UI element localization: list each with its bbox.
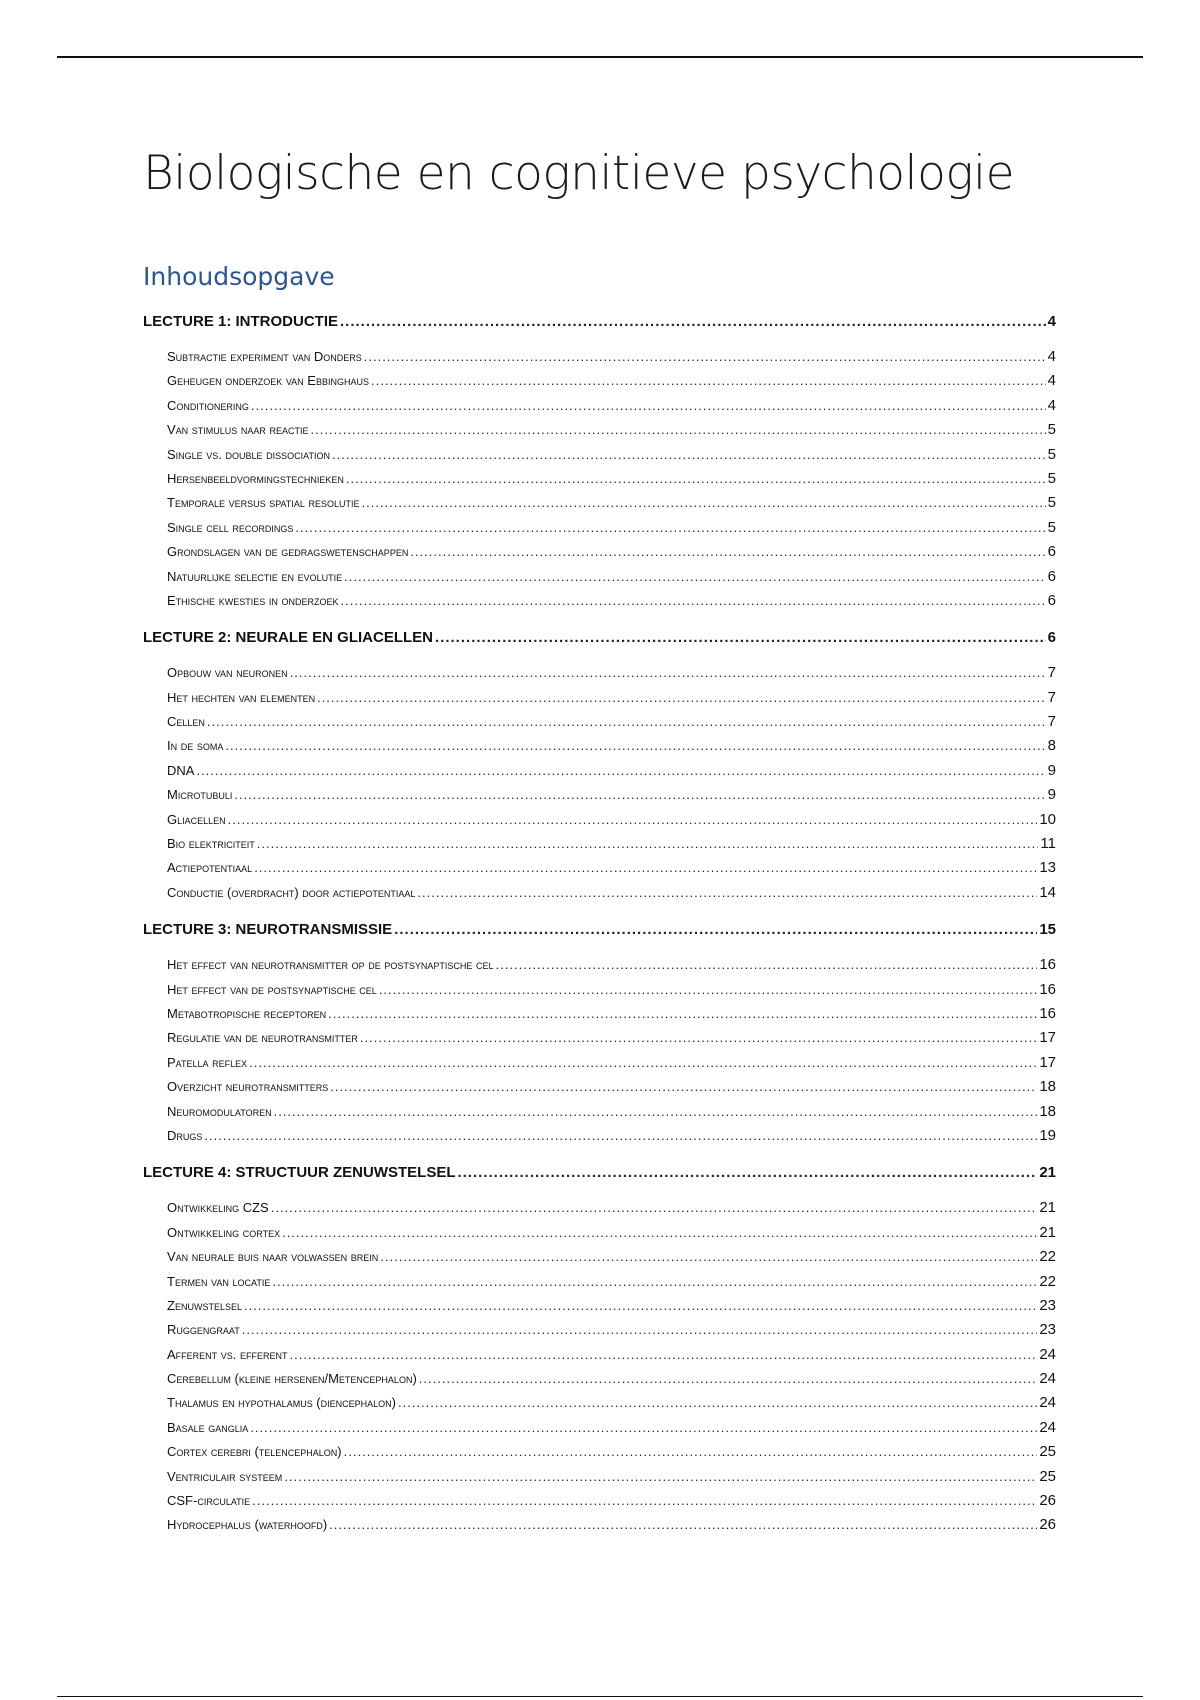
toc-entry-title: Drugs bbox=[167, 1127, 203, 1143]
toc-page-number: 22 bbox=[1039, 1272, 1056, 1290]
toc-leader-dots bbox=[234, 787, 1045, 802]
toc-entry-title: Subtractie experiment van Donders bbox=[167, 349, 362, 364]
toc-entry-title: Single cell recordings bbox=[167, 519, 294, 535]
toc-page-number: 16 bbox=[1039, 980, 1056, 998]
toc-leader-dots bbox=[380, 1249, 1037, 1264]
toc-page-number: 11 bbox=[1040, 835, 1056, 853]
toc-entry[interactable] bbox=[167, 762, 1056, 786]
toc-entry-title: Zenuwstelsel bbox=[167, 1297, 242, 1313]
toc-page-number: 19 bbox=[1039, 1126, 1056, 1144]
toc-lecture-entry[interactable] bbox=[143, 313, 1056, 339]
toc-entry[interactable] bbox=[167, 397, 1056, 421]
toc-page-number: 14 bbox=[1039, 883, 1056, 901]
toc-entry-title: Geheugen onderzoek van Ebbinghaus bbox=[167, 373, 369, 389]
toc-entry[interactable] bbox=[167, 1199, 1056, 1223]
toc-heading: Inhoudsopgave bbox=[143, 262, 335, 291]
toc-page-number: 4 bbox=[1047, 396, 1056, 414]
toc-entry-title: Termen van locatie bbox=[167, 1273, 271, 1289]
header-rule bbox=[57, 56, 1143, 58]
toc-entry[interactable] bbox=[167, 1370, 1056, 1394]
toc-leader-dots bbox=[419, 1371, 1038, 1386]
toc-entry-title: Microtubuli bbox=[167, 787, 233, 803]
toc-leader-dots bbox=[244, 1298, 1037, 1313]
toc-leader-dots bbox=[252, 1493, 1037, 1508]
toc-entry-title: Metabotropische receptoren bbox=[167, 1005, 327, 1021]
toc-leader-dots bbox=[207, 714, 1046, 729]
toc-entry-title: Conductie (overdracht) door actiepotentiaal bbox=[167, 884, 416, 900]
toc-entry-title: Van stimulus naar reactie bbox=[167, 422, 309, 438]
toc-entry-title: Ontwikkeling CZS bbox=[167, 1200, 269, 1216]
toc-entry-title: Conditionering bbox=[167, 397, 249, 413]
toc-entry[interactable] bbox=[167, 1419, 1056, 1443]
toc-entry-title: Ethische kwesties in onderzoek bbox=[167, 592, 339, 608]
toc-entry[interactable] bbox=[167, 568, 1056, 592]
toc-entry-title: CSF-circulatie bbox=[167, 1493, 251, 1509]
toc-entry-title: Cortex cerebri (telencephalon) bbox=[167, 1444, 342, 1460]
toc-page-number: 6 bbox=[1047, 591, 1056, 609]
toc-entry-title: Actiepotentiaal bbox=[167, 860, 253, 876]
toc-entry[interactable] bbox=[167, 1516, 1056, 1540]
toc-leader-dots bbox=[257, 836, 1039, 851]
toc-entry-title: Ventriculair systeem bbox=[167, 1468, 283, 1484]
toc-leader-dots bbox=[394, 921, 1037, 938]
toc-leader-dots bbox=[410, 544, 1045, 559]
toc-page-number: 5 bbox=[1047, 445, 1056, 463]
toc-leader-dots bbox=[496, 957, 1038, 972]
toc-leader-dots bbox=[284, 1469, 1037, 1484]
toc-entry[interactable] bbox=[167, 1394, 1056, 1418]
toc-leader-dots bbox=[311, 422, 1046, 437]
toc-entry[interactable] bbox=[167, 1468, 1056, 1492]
toc-entry-title: Afferent vs. efferent bbox=[167, 1346, 288, 1362]
toc-page-number: 7 bbox=[1047, 664, 1056, 682]
toc-entry[interactable] bbox=[167, 543, 1056, 567]
toc-page-number: 5 bbox=[1047, 469, 1056, 487]
toc-section bbox=[143, 313, 1056, 629]
toc-entry-title: Regulatie van de neurotransmitter bbox=[167, 1030, 358, 1046]
toc-leader-dots bbox=[204, 1128, 1037, 1143]
toc-page-number: 21 bbox=[1039, 1199, 1056, 1217]
toc-leader-dots bbox=[254, 860, 1037, 875]
toc-entry[interactable] bbox=[167, 494, 1056, 518]
toc-leader-dots bbox=[360, 1030, 1037, 1045]
toc-leader-dots bbox=[250, 1420, 1037, 1435]
toc-entry[interactable] bbox=[167, 786, 1056, 810]
toc-page-number: 7 bbox=[1047, 713, 1056, 731]
toc-page-number: 25 bbox=[1039, 1443, 1056, 1461]
toc-entry[interactable] bbox=[167, 1029, 1056, 1053]
toc-entry-title: Cellen bbox=[167, 714, 205, 730]
toc-page-number: 15 bbox=[1039, 921, 1056, 939]
toc-page-number: 21 bbox=[1039, 1223, 1056, 1241]
toc-leader-dots bbox=[290, 665, 1046, 680]
toc-leader-dots bbox=[346, 471, 1046, 486]
toc-page-number: 21 bbox=[1039, 1164, 1056, 1182]
toc-section bbox=[143, 1164, 1056, 1540]
toc-leader-dots bbox=[196, 763, 1045, 778]
toc-entry[interactable] bbox=[167, 1127, 1056, 1151]
toc-entry[interactable] bbox=[167, 519, 1056, 543]
toc-page-number: 17 bbox=[1039, 1053, 1056, 1071]
toc-lecture-entry[interactable] bbox=[143, 629, 1056, 655]
toc-lecture-title: LECTURE 3: NEUROTRANSMISSIE bbox=[143, 921, 393, 939]
toc-entry[interactable] bbox=[167, 446, 1056, 470]
toc-entry-title: Opbouw van neuronen bbox=[167, 665, 288, 681]
toc-section bbox=[143, 921, 1056, 1164]
toc-entry-title: In de soma bbox=[167, 738, 224, 754]
toc-entry[interactable] bbox=[167, 592, 1056, 616]
toc-leader-dots bbox=[371, 373, 1046, 388]
toc-entry-title: Ontwikkeling cortex bbox=[167, 1224, 281, 1240]
toc-entry[interactable] bbox=[167, 689, 1056, 713]
toc-leader-dots bbox=[295, 520, 1045, 535]
toc-entry[interactable] bbox=[167, 421, 1056, 445]
toc-page-number: 18 bbox=[1039, 1102, 1056, 1120]
toc-entry[interactable] bbox=[167, 1273, 1056, 1297]
toc-page-number: 26 bbox=[1039, 1492, 1056, 1510]
toc-entry[interactable] bbox=[167, 884, 1056, 908]
toc-entry-title: Basale ganglia bbox=[167, 1419, 249, 1435]
toc-leader-dots bbox=[251, 398, 1046, 413]
toc-entry-title: Hydrocephalus (waterhoofd) bbox=[167, 1517, 328, 1533]
table-of-contents bbox=[143, 313, 1056, 1541]
toc-page-number: 24 bbox=[1039, 1394, 1056, 1412]
toc-entry-title: Thalamus en hypothalamus (diencephalon) bbox=[167, 1395, 396, 1411]
toc-entry-title: Grondslagen van de gedragswetenschappen bbox=[167, 544, 409, 560]
toc-entry[interactable] bbox=[167, 1005, 1056, 1029]
toc-leader-dots bbox=[344, 1444, 1038, 1459]
toc-page-number: 5 bbox=[1047, 518, 1056, 536]
toc-entry-title: Hersenbeeldvormingstechnieken bbox=[167, 470, 344, 486]
toc-leader-dots bbox=[242, 1322, 1038, 1337]
toc-leader-dots bbox=[362, 495, 1046, 510]
footer-rule bbox=[57, 1696, 1143, 1697]
toc-entry[interactable] bbox=[167, 664, 1056, 688]
toc-leader-dots bbox=[282, 1225, 1037, 1240]
toc-leader-dots bbox=[458, 1164, 1038, 1181]
toc-page-number: 4 bbox=[1047, 348, 1056, 365]
toc-entry[interactable] bbox=[167, 1054, 1056, 1078]
toc-leader-dots bbox=[417, 885, 1037, 900]
toc-lecture-title: LECTURE 2: NEURALE EN GLIACELLEN bbox=[143, 629, 434, 647]
toc-leader-dots bbox=[317, 690, 1046, 705]
toc-entry-title: Natuurlijke selectie en evolutie bbox=[167, 568, 343, 584]
toc-page-number: 10 bbox=[1039, 810, 1056, 828]
toc-page-number: 16 bbox=[1039, 1004, 1056, 1022]
toc-entry[interactable] bbox=[167, 348, 1056, 372]
toc-page-number: 5 bbox=[1047, 421, 1056, 439]
document-title: Biologische en cognitieve psychologie bbox=[143, 146, 1015, 201]
toc-leader-dots bbox=[271, 1200, 1038, 1215]
toc-entry[interactable] bbox=[167, 956, 1056, 980]
toc-page-number: 5 bbox=[1047, 494, 1056, 512]
toc-entry-title: Ruggengraat bbox=[167, 1322, 240, 1338]
toc-page-number: 9 bbox=[1047, 786, 1056, 804]
toc-page-number: 23 bbox=[1039, 1321, 1056, 1339]
toc-entry[interactable] bbox=[167, 1492, 1056, 1516]
toc-lecture-entry[interactable] bbox=[143, 1164, 1056, 1190]
toc-entry-title: Single vs. double dissociation bbox=[167, 446, 330, 462]
toc-page-number: 24 bbox=[1039, 1370, 1056, 1388]
toc-entry[interactable] bbox=[167, 470, 1056, 494]
toc-entry-title: Bio elektriciteit bbox=[167, 836, 255, 852]
toc-page-number: 18 bbox=[1039, 1078, 1056, 1096]
toc-entry[interactable] bbox=[167, 1321, 1056, 1345]
toc-entry[interactable] bbox=[167, 1346, 1056, 1370]
toc-leader-dots bbox=[340, 313, 1046, 330]
toc-entry-title: DNA bbox=[167, 762, 195, 778]
toc-page-number: 6 bbox=[1047, 543, 1056, 561]
toc-page-number: 16 bbox=[1039, 956, 1056, 974]
toc-page-number: 4 bbox=[1047, 313, 1056, 330]
toc-leader-dots bbox=[328, 1006, 1037, 1021]
toc-leader-dots bbox=[435, 629, 1046, 646]
toc-entry-title: Het effect van de postsynaptische cel bbox=[167, 981, 377, 997]
toc-leader-dots bbox=[341, 593, 1046, 608]
toc-entry[interactable] bbox=[167, 713, 1056, 737]
toc-leader-dots bbox=[274, 1104, 1038, 1119]
toc-entry[interactable] bbox=[167, 981, 1056, 1005]
toc-page-number: 8 bbox=[1047, 737, 1056, 755]
toc-entry[interactable] bbox=[167, 835, 1056, 859]
toc-leader-dots bbox=[272, 1274, 1037, 1289]
toc-entry-title: Gliacellen bbox=[167, 811, 226, 827]
toc-lecture-title: LECTURE 1: INTRODUCTIE bbox=[143, 313, 338, 330]
toc-entry-title: Van neurale buis naar volwassen brein bbox=[167, 1249, 379, 1265]
toc-entry[interactable] bbox=[167, 372, 1056, 396]
toc-page-number: 26 bbox=[1039, 1516, 1056, 1534]
toc-page-number: 7 bbox=[1047, 688, 1056, 706]
toc-entry-title: Het effect van neurotransmitter op de postsynaptische cel bbox=[167, 957, 494, 973]
toc-entry-title: Neuromodulatoren bbox=[167, 1103, 272, 1119]
toc-page-number: 25 bbox=[1039, 1467, 1056, 1485]
toc-page-number: 24 bbox=[1039, 1345, 1056, 1363]
toc-entry[interactable] bbox=[167, 1103, 1056, 1127]
toc-entry[interactable] bbox=[167, 1297, 1056, 1321]
toc-leader-dots bbox=[379, 982, 1038, 997]
toc-page-number: 4 bbox=[1047, 372, 1056, 390]
toc-leader-dots bbox=[228, 812, 1038, 827]
toc-page-number: 22 bbox=[1039, 1248, 1056, 1266]
toc-leader-dots bbox=[329, 1517, 1037, 1532]
toc-page-number: 6 bbox=[1047, 629, 1056, 647]
toc-lecture-title: LECTURE 4: STRUCTUUR ZENUWSTELSEL bbox=[143, 1164, 456, 1182]
toc-entry-title: Cerebellum (kleine hersenen/Metencephalon) bbox=[167, 1371, 417, 1387]
toc-leader-dots bbox=[290, 1347, 1038, 1362]
toc-leader-dots bbox=[332, 447, 1046, 462]
toc-lecture-entry[interactable] bbox=[143, 921, 1056, 947]
toc-entry[interactable] bbox=[167, 1443, 1056, 1467]
toc-page-number: 13 bbox=[1039, 859, 1056, 877]
toc-entry-title: Temporale versus spatial resolutie bbox=[167, 495, 360, 511]
toc-entry-title: Overzicht neurotransmitters bbox=[167, 1079, 329, 1095]
toc-entry-title: Patella reflex bbox=[167, 1054, 248, 1070]
toc-leader-dots bbox=[398, 1395, 1037, 1410]
toc-section bbox=[143, 629, 1056, 921]
toc-entry[interactable] bbox=[167, 1078, 1056, 1102]
toc-entry[interactable] bbox=[167, 1248, 1056, 1272]
toc-leader-dots bbox=[364, 349, 1046, 364]
toc-page-number: 9 bbox=[1047, 761, 1056, 779]
toc-entry[interactable] bbox=[167, 859, 1056, 883]
toc-page-number: 17 bbox=[1039, 1029, 1056, 1047]
toc-entry[interactable] bbox=[167, 1224, 1056, 1248]
toc-leader-dots bbox=[344, 569, 1046, 584]
toc-entry[interactable] bbox=[167, 737, 1056, 761]
toc-entry[interactable] bbox=[167, 811, 1056, 835]
toc-entry-title: Het hechten van elementen bbox=[167, 689, 316, 705]
toc-leader-dots bbox=[249, 1055, 1037, 1070]
toc-page-number: 6 bbox=[1047, 567, 1056, 585]
toc-leader-dots bbox=[225, 738, 1045, 753]
toc-page-number: 24 bbox=[1039, 1418, 1056, 1436]
toc-leader-dots bbox=[330, 1079, 1037, 1094]
toc-page-number: 23 bbox=[1039, 1296, 1056, 1314]
